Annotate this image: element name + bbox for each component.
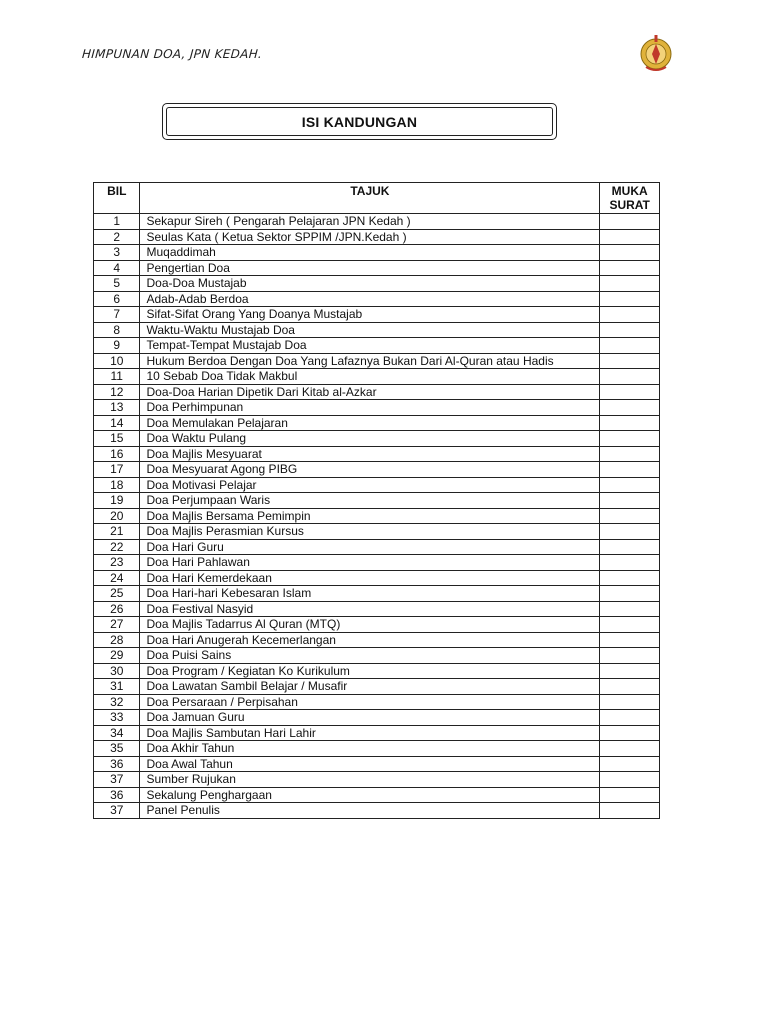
page-title: ISI KANDUNGAN [166, 107, 553, 136]
table-row [94, 276, 660, 292]
row-number: 2 [94, 229, 140, 245]
row-number: 8 [94, 322, 140, 338]
row-page-number [600, 741, 660, 757]
table-row [94, 322, 660, 338]
row-page-number [600, 260, 660, 276]
row-number: 27 [94, 617, 140, 633]
row-title: Doa Lawatan Sambil Belajar / Musafir [140, 679, 600, 695]
table-row [94, 260, 660, 276]
row-title: Sekalung Penghargaan [140, 787, 600, 803]
row-page-number [600, 679, 660, 695]
table-row [94, 694, 660, 710]
toc-table [93, 182, 660, 819]
row-page-number [600, 586, 660, 602]
row-title: Doa Perjumpaan Waris [140, 493, 600, 509]
row-number: 26 [94, 601, 140, 617]
row-page-number [600, 338, 660, 354]
table-row [94, 725, 660, 741]
table-row [94, 648, 660, 664]
row-title: Seulas Kata ( Ketua Sektor SPPIM /JPN.Kedah ) [140, 229, 600, 245]
row-number: 28 [94, 632, 140, 648]
column-header-bil: BIL [94, 183, 140, 214]
table-row [94, 214, 660, 230]
table-row [94, 369, 660, 385]
table-row [94, 524, 660, 540]
row-page-number [600, 710, 660, 726]
table-row [94, 384, 660, 400]
row-page-number [600, 462, 660, 478]
row-title: Doa Puisi Sains [140, 648, 600, 664]
table-row [94, 477, 660, 493]
row-title: Doa Persaraan / Perpisahan [140, 694, 600, 710]
row-number: 17 [94, 462, 140, 478]
row-title: Sekapur Sireh ( Pengarah Pelajaran JPN Kedah ) [140, 214, 600, 230]
row-title: Doa Hari Guru [140, 539, 600, 555]
table-row [94, 307, 660, 323]
row-number: 36 [94, 756, 140, 772]
row-number: 20 [94, 508, 140, 524]
row-number: 5 [94, 276, 140, 292]
row-number: 13 [94, 400, 140, 416]
row-title: Doa Majlis Perasmian Kursus [140, 524, 600, 540]
row-number: 37 [94, 803, 140, 819]
row-page-number [600, 400, 660, 416]
row-page-number [600, 369, 660, 385]
table-row [94, 539, 660, 555]
row-page-number [600, 787, 660, 803]
row-number: 35 [94, 741, 140, 757]
row-title: Adab-Adab Berdoa [140, 291, 600, 307]
row-title: Doa Jamuan Guru [140, 710, 600, 726]
table-row [94, 803, 660, 819]
row-page-number [600, 384, 660, 400]
table-row [94, 462, 660, 478]
row-title: Sifat-Sifat Orang Yang Doanya Mustajab [140, 307, 600, 323]
row-page-number [600, 756, 660, 772]
row-title: Doa Festival Nasyid [140, 601, 600, 617]
table-row [94, 787, 660, 803]
row-title: Doa-Doa Mustajab [140, 276, 600, 292]
table-row [94, 400, 660, 416]
row-number: 6 [94, 291, 140, 307]
row-page-number [600, 307, 660, 323]
toc-title-box [162, 103, 557, 140]
column-header-tajuk: TAJUK [140, 183, 600, 214]
row-number: 3 [94, 245, 140, 261]
table-row [94, 338, 660, 354]
table-row [94, 493, 660, 509]
row-number: 1 [94, 214, 140, 230]
row-page-number [600, 725, 660, 741]
row-title: Doa Hari-hari Kebesaran Islam [140, 586, 600, 602]
row-page-number [600, 245, 660, 261]
row-number: 24 [94, 570, 140, 586]
row-title: Doa Awal Tahun [140, 756, 600, 772]
row-number: 10 [94, 353, 140, 369]
table-row [94, 245, 660, 261]
row-title: Doa Akhir Tahun [140, 741, 600, 757]
document-header: HIMPUNAN DOA, JPN KEDAH. [81, 47, 263, 61]
row-title: Doa Majlis Mesyuarat [140, 446, 600, 462]
row-number: 36 [94, 787, 140, 803]
table-row [94, 415, 660, 431]
row-number: 29 [94, 648, 140, 664]
row-number: 32 [94, 694, 140, 710]
table-row [94, 617, 660, 633]
table-row [94, 291, 660, 307]
row-number: 19 [94, 493, 140, 509]
table-row [94, 446, 660, 462]
row-number: 14 [94, 415, 140, 431]
row-page-number [600, 291, 660, 307]
row-title: Doa-Doa Harian Dipetik Dari Kitab al-Azkar [140, 384, 600, 400]
row-title: Doa Hari Kemerdekaan [140, 570, 600, 586]
table-row [94, 772, 660, 788]
row-number: 25 [94, 586, 140, 602]
row-page-number [600, 508, 660, 524]
table-row [94, 663, 660, 679]
row-title: Doa Mesyuarat Agong PIBG [140, 462, 600, 478]
row-title: Doa Majlis Sambutan Hari Lahir [140, 725, 600, 741]
row-number: 4 [94, 260, 140, 276]
row-title: Tempat-Tempat Mustajab Doa [140, 338, 600, 354]
table-row [94, 570, 660, 586]
column-header-muka-label: MUKA SURAT [609, 184, 650, 212]
table-row [94, 679, 660, 695]
row-title: Hukum Berdoa Dengan Doa Yang Lafaznya Bukan Dari Al-Quran atau Hadis [140, 353, 600, 369]
row-number: 30 [94, 663, 140, 679]
row-title: Doa Majlis Tadarrus Al Quran (MTQ) [140, 617, 600, 633]
row-page-number [600, 663, 660, 679]
row-number: 11 [94, 369, 140, 385]
row-number: 31 [94, 679, 140, 695]
row-page-number [600, 632, 660, 648]
row-number: 37 [94, 772, 140, 788]
row-page-number [600, 648, 660, 664]
row-title: Doa Majlis Bersama Pemimpin [140, 508, 600, 524]
row-title: Doa Hari Pahlawan [140, 555, 600, 571]
row-number: 21 [94, 524, 140, 540]
row-title: Sumber Rujukan [140, 772, 600, 788]
table-row [94, 508, 660, 524]
row-title: Doa Waktu Pulang [140, 431, 600, 447]
row-page-number [600, 570, 660, 586]
row-title: Doa Program / Kegiatan Ko Kurikulum [140, 663, 600, 679]
row-page-number [600, 431, 660, 447]
row-page-number [600, 493, 660, 509]
row-page-number [600, 601, 660, 617]
row-page-number [600, 229, 660, 245]
row-number: 16 [94, 446, 140, 462]
row-number: 22 [94, 539, 140, 555]
row-title: Panel Penulis [140, 803, 600, 819]
row-number: 12 [94, 384, 140, 400]
table-row [94, 741, 660, 757]
row-page-number [600, 555, 660, 571]
row-number: 18 [94, 477, 140, 493]
table-row [94, 586, 660, 602]
row-page-number [600, 276, 660, 292]
row-number: 15 [94, 431, 140, 447]
row-number: 7 [94, 307, 140, 323]
table-row [94, 601, 660, 617]
table-row [94, 756, 660, 772]
row-number: 34 [94, 725, 140, 741]
row-page-number [600, 322, 660, 338]
table-row [94, 229, 660, 245]
row-title: Waktu-Waktu Mustajab Doa [140, 322, 600, 338]
row-title: Muqaddimah [140, 245, 600, 261]
column-header-muka-surat [600, 183, 660, 214]
row-page-number [600, 803, 660, 819]
row-title: Pengertian Doa [140, 260, 600, 276]
row-page-number [600, 694, 660, 710]
row-page-number [600, 214, 660, 230]
table-row [94, 431, 660, 447]
row-page-number [600, 415, 660, 431]
table-header-row [94, 183, 660, 214]
row-page-number [600, 524, 660, 540]
row-number: 23 [94, 555, 140, 571]
row-page-number [600, 446, 660, 462]
row-page-number [600, 353, 660, 369]
table-row [94, 632, 660, 648]
row-title: Doa Memulakan Pelajaran [140, 415, 600, 431]
toc-table-body [94, 214, 660, 819]
row-title: Doa Hari Anugerah Kecemerlangan [140, 632, 600, 648]
row-page-number [600, 772, 660, 788]
row-page-number [600, 477, 660, 493]
table-row [94, 710, 660, 726]
row-title: Doa Perhimpunan [140, 400, 600, 416]
row-title: Doa Motivasi Pelajar [140, 477, 600, 493]
table-row [94, 353, 660, 369]
row-page-number [600, 617, 660, 633]
table-row [94, 555, 660, 571]
row-page-number [600, 539, 660, 555]
row-number: 33 [94, 710, 140, 726]
row-number: 9 [94, 338, 140, 354]
crest-emblem-icon [637, 33, 675, 73]
row-title: 10 Sebab Doa Tidak Makbul [140, 369, 600, 385]
